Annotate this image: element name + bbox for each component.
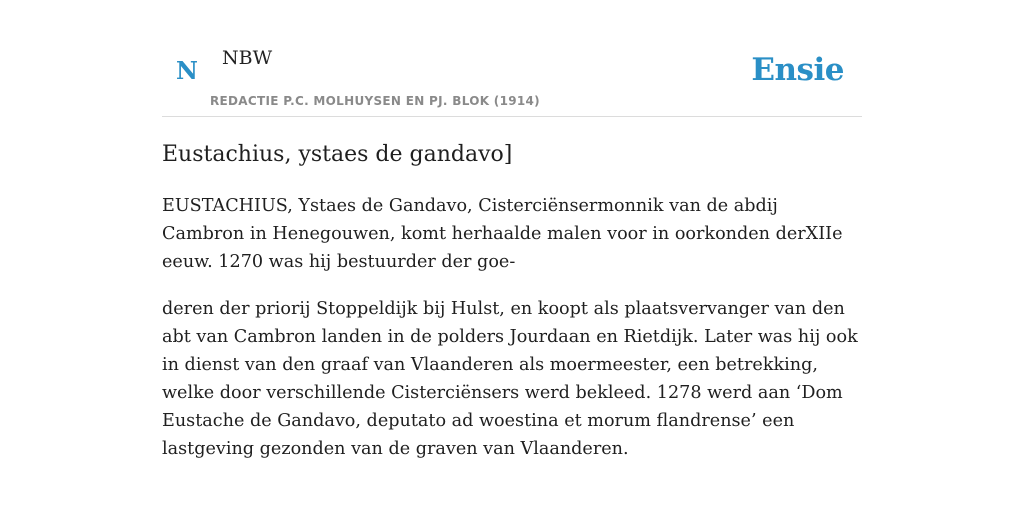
article-body bbox=[162, 192, 864, 482]
article-paragraph: deren der priorij Stoppeldijk bij Hulst, en koopt als plaatsvervanger van den abt van Cambron landen in de polders Jourdaan en Rietdijk. Later was hij ook in dienst van den graaf van Vlaanderen als moermeester, een betrekking, welke door verschillende Cisterciënsers werd bekleed. 1278 werd aan ‘Dom Eustache de Gandavo, deputato ad woestina et morum flandrense’ een lastgeving gezonden van de graven van Vlaanderen. bbox=[162, 299, 858, 459]
source-name[interactable]: NBW bbox=[222, 47, 273, 69]
page-header bbox=[162, 40, 862, 117]
article-paragraph: EUSTACHIUS, Ystaes de Gandavo, Cisterciënsermonnik van de abdij Cambron in Henegouwen, komt herhaalde malen voor in oorkonden derXIIe eeuw. 1270 was hij bestuurder der goe- bbox=[162, 196, 843, 272]
brand-logo[interactable]: Ensie bbox=[751, 52, 844, 88]
article-title: Eustachius, ystaes de gandavo] bbox=[162, 142, 513, 167]
source-logo[interactable]: N bbox=[176, 56, 198, 85]
source-subtitle: REDACTIE P.C. MOLHUYSEN EN PJ. BLOK (1914) bbox=[210, 94, 540, 108]
